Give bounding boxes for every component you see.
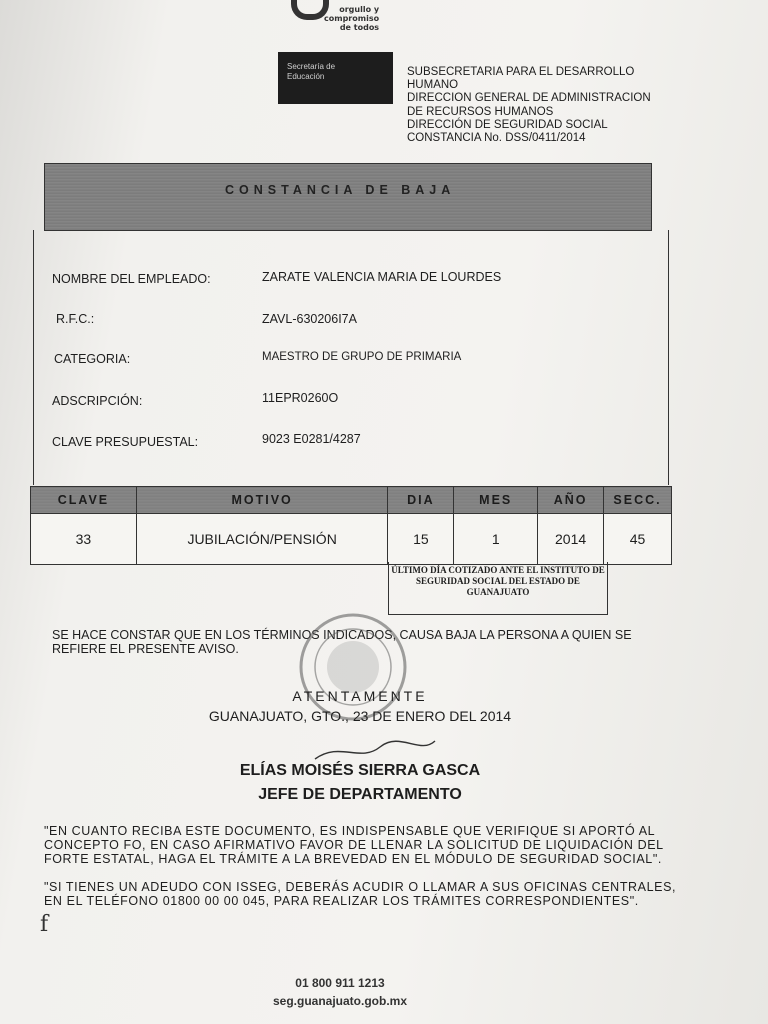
footer-web: seg.guanajuato.gob.mx [272,994,407,1008]
secretaria-line: Secretaría de [287,62,336,71]
clave-presupuestal-label: CLAVE PRESUPUESTAL: [52,435,199,449]
rfc-value: ZAVL-630206I7A [262,312,357,326]
header-dia: DIA [388,487,454,514]
rfc-label: R.F.C.: [56,312,95,326]
header-line: DE RECURSOS HUMANOS [407,105,554,118]
logo-slogan [324,5,379,32]
signer-name: ELÍAS MOISÉS SIERRA GASCA [239,762,481,779]
disclaimer-isseg: "SI TIENES UN ADEUDO CON ISSEG, DEBERÁS ACUDIR O LLAMAR A SUS OFICINAS CENTRALES, EN EL TELÉFONO 01800 00 00 045, PARA REALIZAR LOS TRÁMITES CORRESPONDIENTES". [44,880,677,908]
adscripcion-label: ADSCRIPCIÓN: [52,394,143,408]
header-line: HUMANO [407,79,459,92]
handwritten-initial-icon: f [40,912,49,937]
header-ano: AÑO [538,487,604,514]
atentamente: ATENTAMENTE [292,688,428,704]
constancia-number: CONSTANCIA No. DSS/0411/2014 [407,132,586,145]
cell-mes: 1 [454,514,538,565]
header-motivo: MOTIVO [136,487,388,514]
header-line: DIRECCION GENERAL DE ADMINISTRACION [407,92,651,105]
title-bar [44,163,652,231]
header-mes: MES [454,487,538,514]
secretaria-logo-text [287,62,335,82]
constar-statement: SE HACE CONSTAR QUE EN LOS TÉRMINOS INDICADOS, CAUSA BAJA LA PERSONA A QUIEN SE REFIERE EL PRESENTE AVISO. [52,628,632,656]
logo-slogan-line: de todos [339,23,380,32]
header-line: DIRECCIÓN DE SEGURIDAD SOCIAL [407,118,608,131]
header-block [407,66,651,145]
categoria-label: CATEGORIA: [54,352,131,366]
cell-clave: 33 [31,514,137,565]
secretaria-logo [278,52,393,104]
header-line: SUBSECRETARIA PARA EL DESARROLLO [407,66,635,78]
footer-phone: 01 800 911 1213 [295,976,385,990]
categoria-value: MAESTRO DE GRUPO DE PRIMARIA [262,351,462,363]
baja-table [30,486,672,565]
table-row [31,514,672,565]
cell-dia: 15 [388,514,454,565]
clave-presupuestal-value: 9023 E0281/4287 [262,432,361,446]
header-secc: SECC. [604,487,672,514]
cell-motivo: JUBILACIÓN/PENSIÓN [136,514,388,565]
place-date: GUANAJUATO, GTO., 23 DE ENERO DEL 2014 [208,708,512,724]
secretaria-line: Educación [287,72,325,81]
logo-slogan-line: orgullo y [339,5,380,14]
state-logo [286,0,396,36]
ultimo-dia-note-text: ÚLTIMO DÍA COTIZADO ANTE EL INSTITUTO DE SEGURIDAD SOCIAL DEL ESTADO DE GUANAJUATO [391,565,605,597]
logo-slogan-line: compromiso [324,14,380,23]
signer-position: JEFE DE DEPARTAMENTO [258,786,462,803]
adscripcion-value: 11EPR0260O [262,391,339,405]
header-clave: CLAVE [31,487,137,514]
official-seal-icon [296,610,410,724]
disclaimer-forte: "EN CUANTO RECIBA ESTE DOCUMENTO, ES INDISPENSABLE QUE VERIFIQUE SI APORTÓ AL CONCEPTO FO, EN CASO AFIRMATIVO FAVOR DE LLENAR LA SOLICITUD DE LIQUIDACIÓN DEL FORTE ESTATAL, HAGA EL TRÁMITE A LA BREVEDAD EN EL MÓDULO DE SEGURIDAD SOCIAL". [44,824,664,866]
nombre-value: ZARATE VALENCIA MARIA DE LOURDES [262,270,502,284]
cell-ano: 2014 [538,514,604,565]
cell-secc: 45 [604,514,672,565]
table-header-row [31,487,672,514]
nombre-label: NOMBRE DEL EMPLEADO: [52,272,211,286]
signature-icon [310,735,440,765]
document-title: CONSTANCIA DE BAJA [225,183,456,197]
ultimo-dia-note [388,562,608,615]
